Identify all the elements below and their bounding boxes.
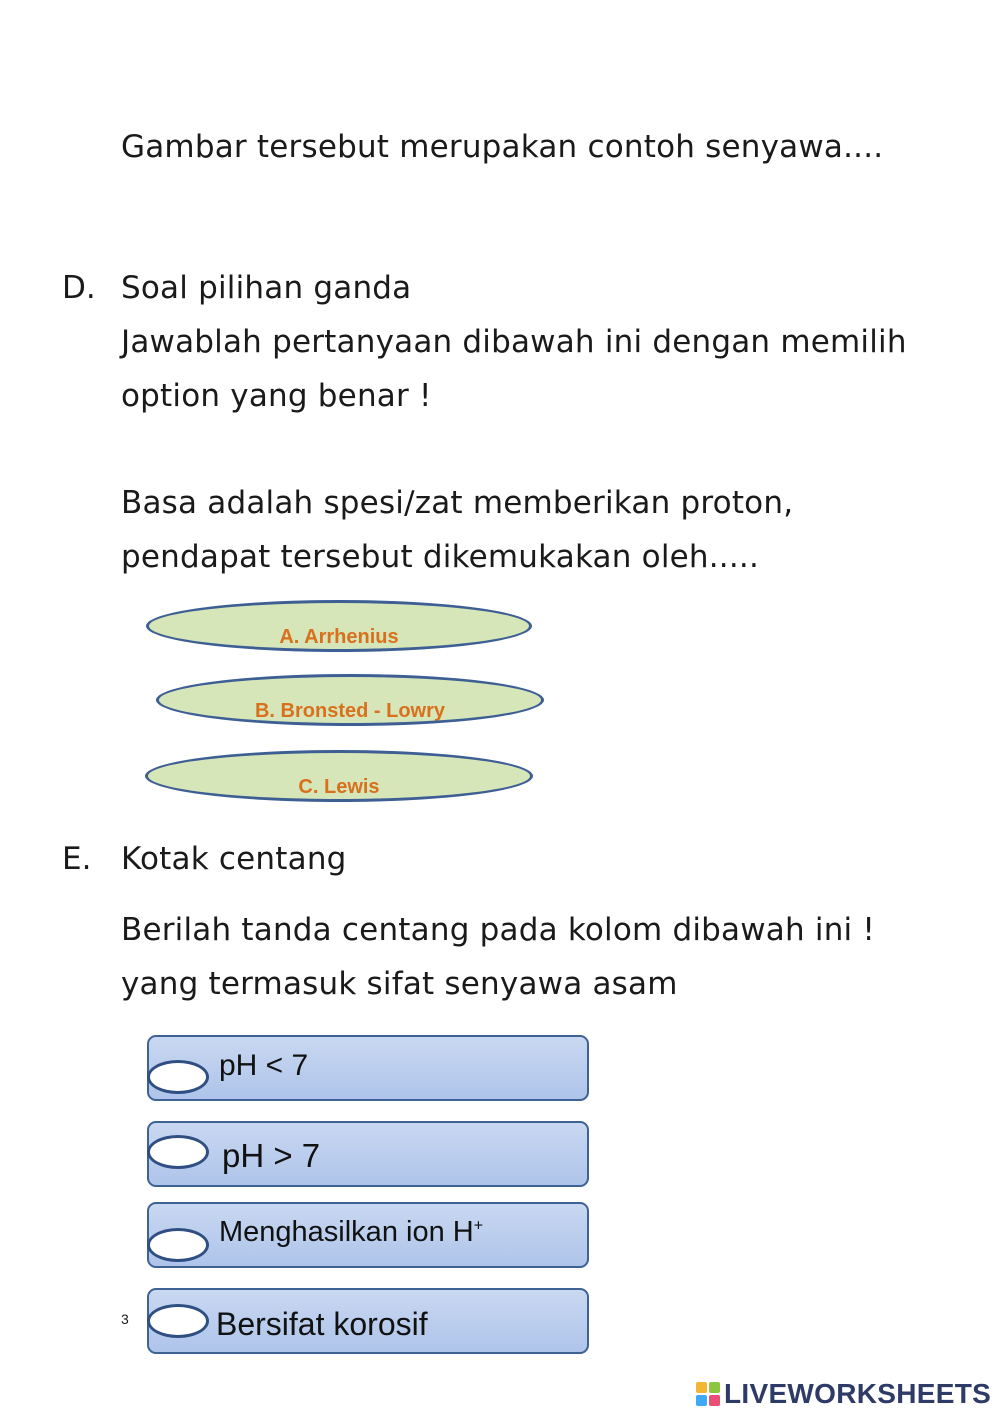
checkbox-label: pH < 7 [219,1049,309,1082]
liveworksheets-logo [696,1378,991,1410]
section-e-instruction-line2: yang termasuk sifat senyawa asam [121,966,678,1002]
checkbox-label [219,1216,483,1249]
option-a-label: A. Arrhenius [279,626,399,648]
section-d-instruction-line2: option yang benar ! [121,378,432,414]
option-c-lewis[interactable] [145,750,533,802]
section-d-question-line1: Basa adalah spesi/zat memberikan proton, [121,485,794,521]
liveworksheets-logo-text: LIVEWORKSHEETS [724,1378,992,1409]
section-d-instruction-line1: Jawablah pertanyaan dibawah ini dengan memilih [121,324,907,360]
logo-square-4 [709,1395,720,1406]
section-d-question-line2: pendapat tersebut dikemukakan oleh..... [121,539,760,575]
section-e-instruction-line1: Berilah tanda centang pada kolom dibawah ini ! [121,912,876,948]
checkbox-label-superscript: + [473,1217,484,1235]
checkbox-circle[interactable] [147,1135,209,1169]
logo-square-1 [696,1382,707,1393]
option-a-arrhenius[interactable] [146,600,532,652]
section-e-title: Kotak centang [121,841,347,877]
section-e-letter: E. [62,841,92,877]
checkbox-label: Bersifat korosif [216,1306,428,1342]
checkbox-label-text: Menghasilkan ion H [219,1216,474,1248]
checkbox-circle[interactable] [147,1060,209,1094]
checkbox-item-ph-less-than-7[interactable] [147,1035,589,1101]
checkbox-item-bersifat-korosif[interactable] [147,1288,589,1354]
intro-question: Gambar tersebut merupakan contoh senyawa.... [121,129,884,165]
option-c-label: C. Lewis [298,776,380,798]
liveworksheets-logo-icon [696,1382,720,1406]
checkbox-circle[interactable] [147,1304,209,1338]
page-number: 3 [121,1311,129,1327]
option-b-label: B. Bronsted - Lowry [254,700,445,722]
logo-square-3 [696,1395,707,1406]
checkbox-item-ph-greater-than-7[interactable] [147,1121,589,1187]
checkbox-label: pH > 7 [222,1137,321,1174]
section-d-letter: D. [62,270,96,306]
option-b-bronsted-lowry[interactable] [156,674,544,726]
checkbox-circle[interactable] [147,1228,209,1262]
logo-square-2 [709,1382,720,1393]
section-d-title: Soal pilihan ganda [121,270,412,306]
checkbox-item-menghasilkan-ion-h[interactable] [147,1202,589,1268]
